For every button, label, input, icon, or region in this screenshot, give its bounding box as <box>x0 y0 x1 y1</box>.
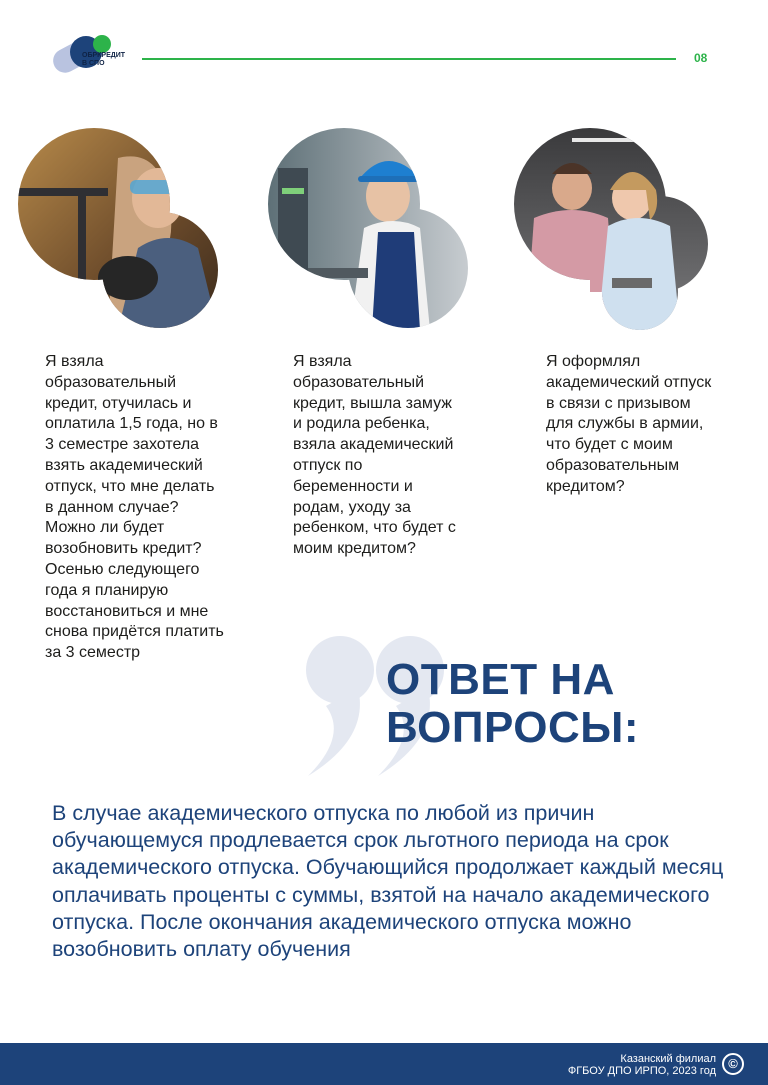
question-1-text: Я взяла образовательный кредит, отучилась и оплатила 1,5 года, но в 3 семестре захотела взять академический отпуск, что мне делать в данном случае? Можно ли будет возобновить кредит? Осенью следующего года я планирую восстановиться и мне снова придётся платить за 3 семестр <box>45 353 224 662</box>
footer-org <box>568 1053 716 1077</box>
answer-body: В случае академического отпуска по любой из причин обучающемуся продлевается срок льготного периода на срок академического отпуска. Обучающийся продолжает каждый месяц оплачивать проценты с суммы, взятой на начало академического отпуска. После окончания академического отпуска можно возобновить оплату обучения <box>52 801 724 962</box>
footer-line2: ФГБОУ ДПО ИРПО, 2023 год <box>567 1065 716 1077</box>
logo-text <box>82 52 125 68</box>
question-2-text: Я взяла образовательный кредит, вышла замуж и родила ребенка, взяла академический отпуск по беременности и родам, уходу за ребенком, что будет с моим кредитом? <box>293 353 456 558</box>
answer-title-line2: ВОПРОСЫ: <box>386 703 640 752</box>
answer-title <box>386 656 639 752</box>
photo-student-goggles <box>18 128 218 330</box>
answer-title-line1: ОТВЕТ НА <box>386 655 615 704</box>
page-header <box>0 0 768 100</box>
photo-worker-hardhat <box>268 128 468 330</box>
header-divider <box>142 58 676 60</box>
photo-two-students <box>512 128 714 330</box>
logo-line2: В СПО <box>82 60 105 67</box>
page-number: 08 <box>694 51 708 65</box>
page-footer <box>0 1043 768 1085</box>
logo-line1: ОБРКРЕДИТ <box>82 52 126 59</box>
footer-line1: Казанский филиал <box>620 1053 716 1065</box>
copyright-icon: © <box>722 1053 744 1075</box>
question-3-text: Я оформлял академический отпуск в связи с призывом для службы в армии, что будет с моим образовательным кредитом? <box>546 353 712 495</box>
